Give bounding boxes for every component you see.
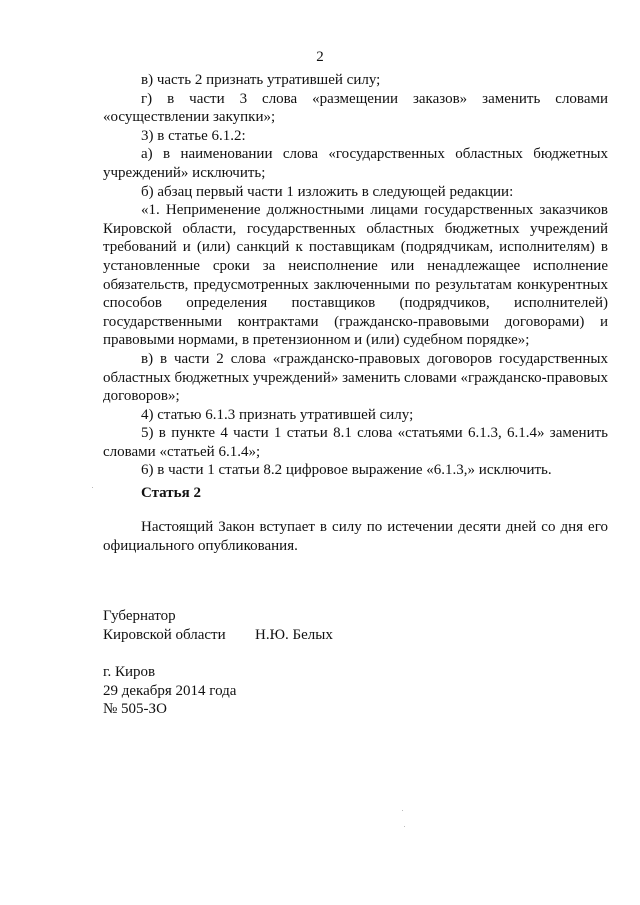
law-number: № 505-ЗО [103,701,167,718]
place-date-block [103,663,236,719]
paragraph-3-article-6-1-2: 3) в статье 6.1.2: [141,127,246,144]
amendments-list [103,71,608,480]
paragraph-4-article-6-1-3: 4) статью 6.1.3 признать утратившей силу; [141,406,414,423]
place-of-signing: г. Киров [103,664,156,680]
paragraph-b-first-para: б) абзац первый части 1 изложить в следующей редакции: [141,183,514,200]
paragraph-v-part-2: в) часть 2 признать утратившей силу; [141,72,381,88]
scan-speck [402,810,403,811]
paragraph-a-title: а) в наименовании слова «государственных областных бюджетных учреждений» исключить; [103,146,608,181]
paragraph-v-part-2-words: в) в части 2 слова «гражданско-правовых договоров государственных областных бюджетных учреждений» заменить словами «гражданско-правовых договоров»; [103,350,608,405]
paragraph-6-article-8-2: 6) в части 1 статьи 8.2 цифровое выражение «6.1.3,» исключить. [141,462,552,479]
article-2-text: Настоящий Закон вступает в силу по истечении десяти дней со дня его официального опубликования. [103,519,608,554]
scan-speck [92,487,93,488]
signatory-position-line1: Губернатор [103,608,176,624]
signing-date: 29 декабря 2014 года [103,682,237,699]
signatory-position-line2: Кировской области [103,626,226,643]
paragraph-5-article-8-1: 5) в пункте 4 части 1 статьи 8.1 слова «статьями 6.1.3, 6.1.4» заменить словами «статьей 6.1.4»; [103,425,608,460]
scan-speck [404,826,405,827]
paragraph-g-part-3: г) в части 3 слова «размещении заказов» заменить словами «осуществлении закупки»; [103,90,608,126]
signature-block [103,607,333,644]
signatory-name: Н.Ю. Белых [255,626,333,643]
page-number: 2 [316,49,324,65]
article-2-heading: Статья 2 [141,485,201,501]
paragraph-new-wording: «1. Неприменение должностными лицами государственных заказчиков Кировской области, государственных областных бюджетных учреждений требований и (или) санкций к поставщикам (подрядчикам, исполнителям) в установленные сроки за неисполнение или ненадлежащее исполнение обязательств, предусмотренных заключенными по результатам конкурентных способов определения поставщиков (подрядчиков, исполнителей) государственными контрактами (гражданско-правовыми договорами) и правовыми нормами, в претензионном и (или) судебном порядке»; [103,202,608,349]
signature-row [103,626,333,645]
